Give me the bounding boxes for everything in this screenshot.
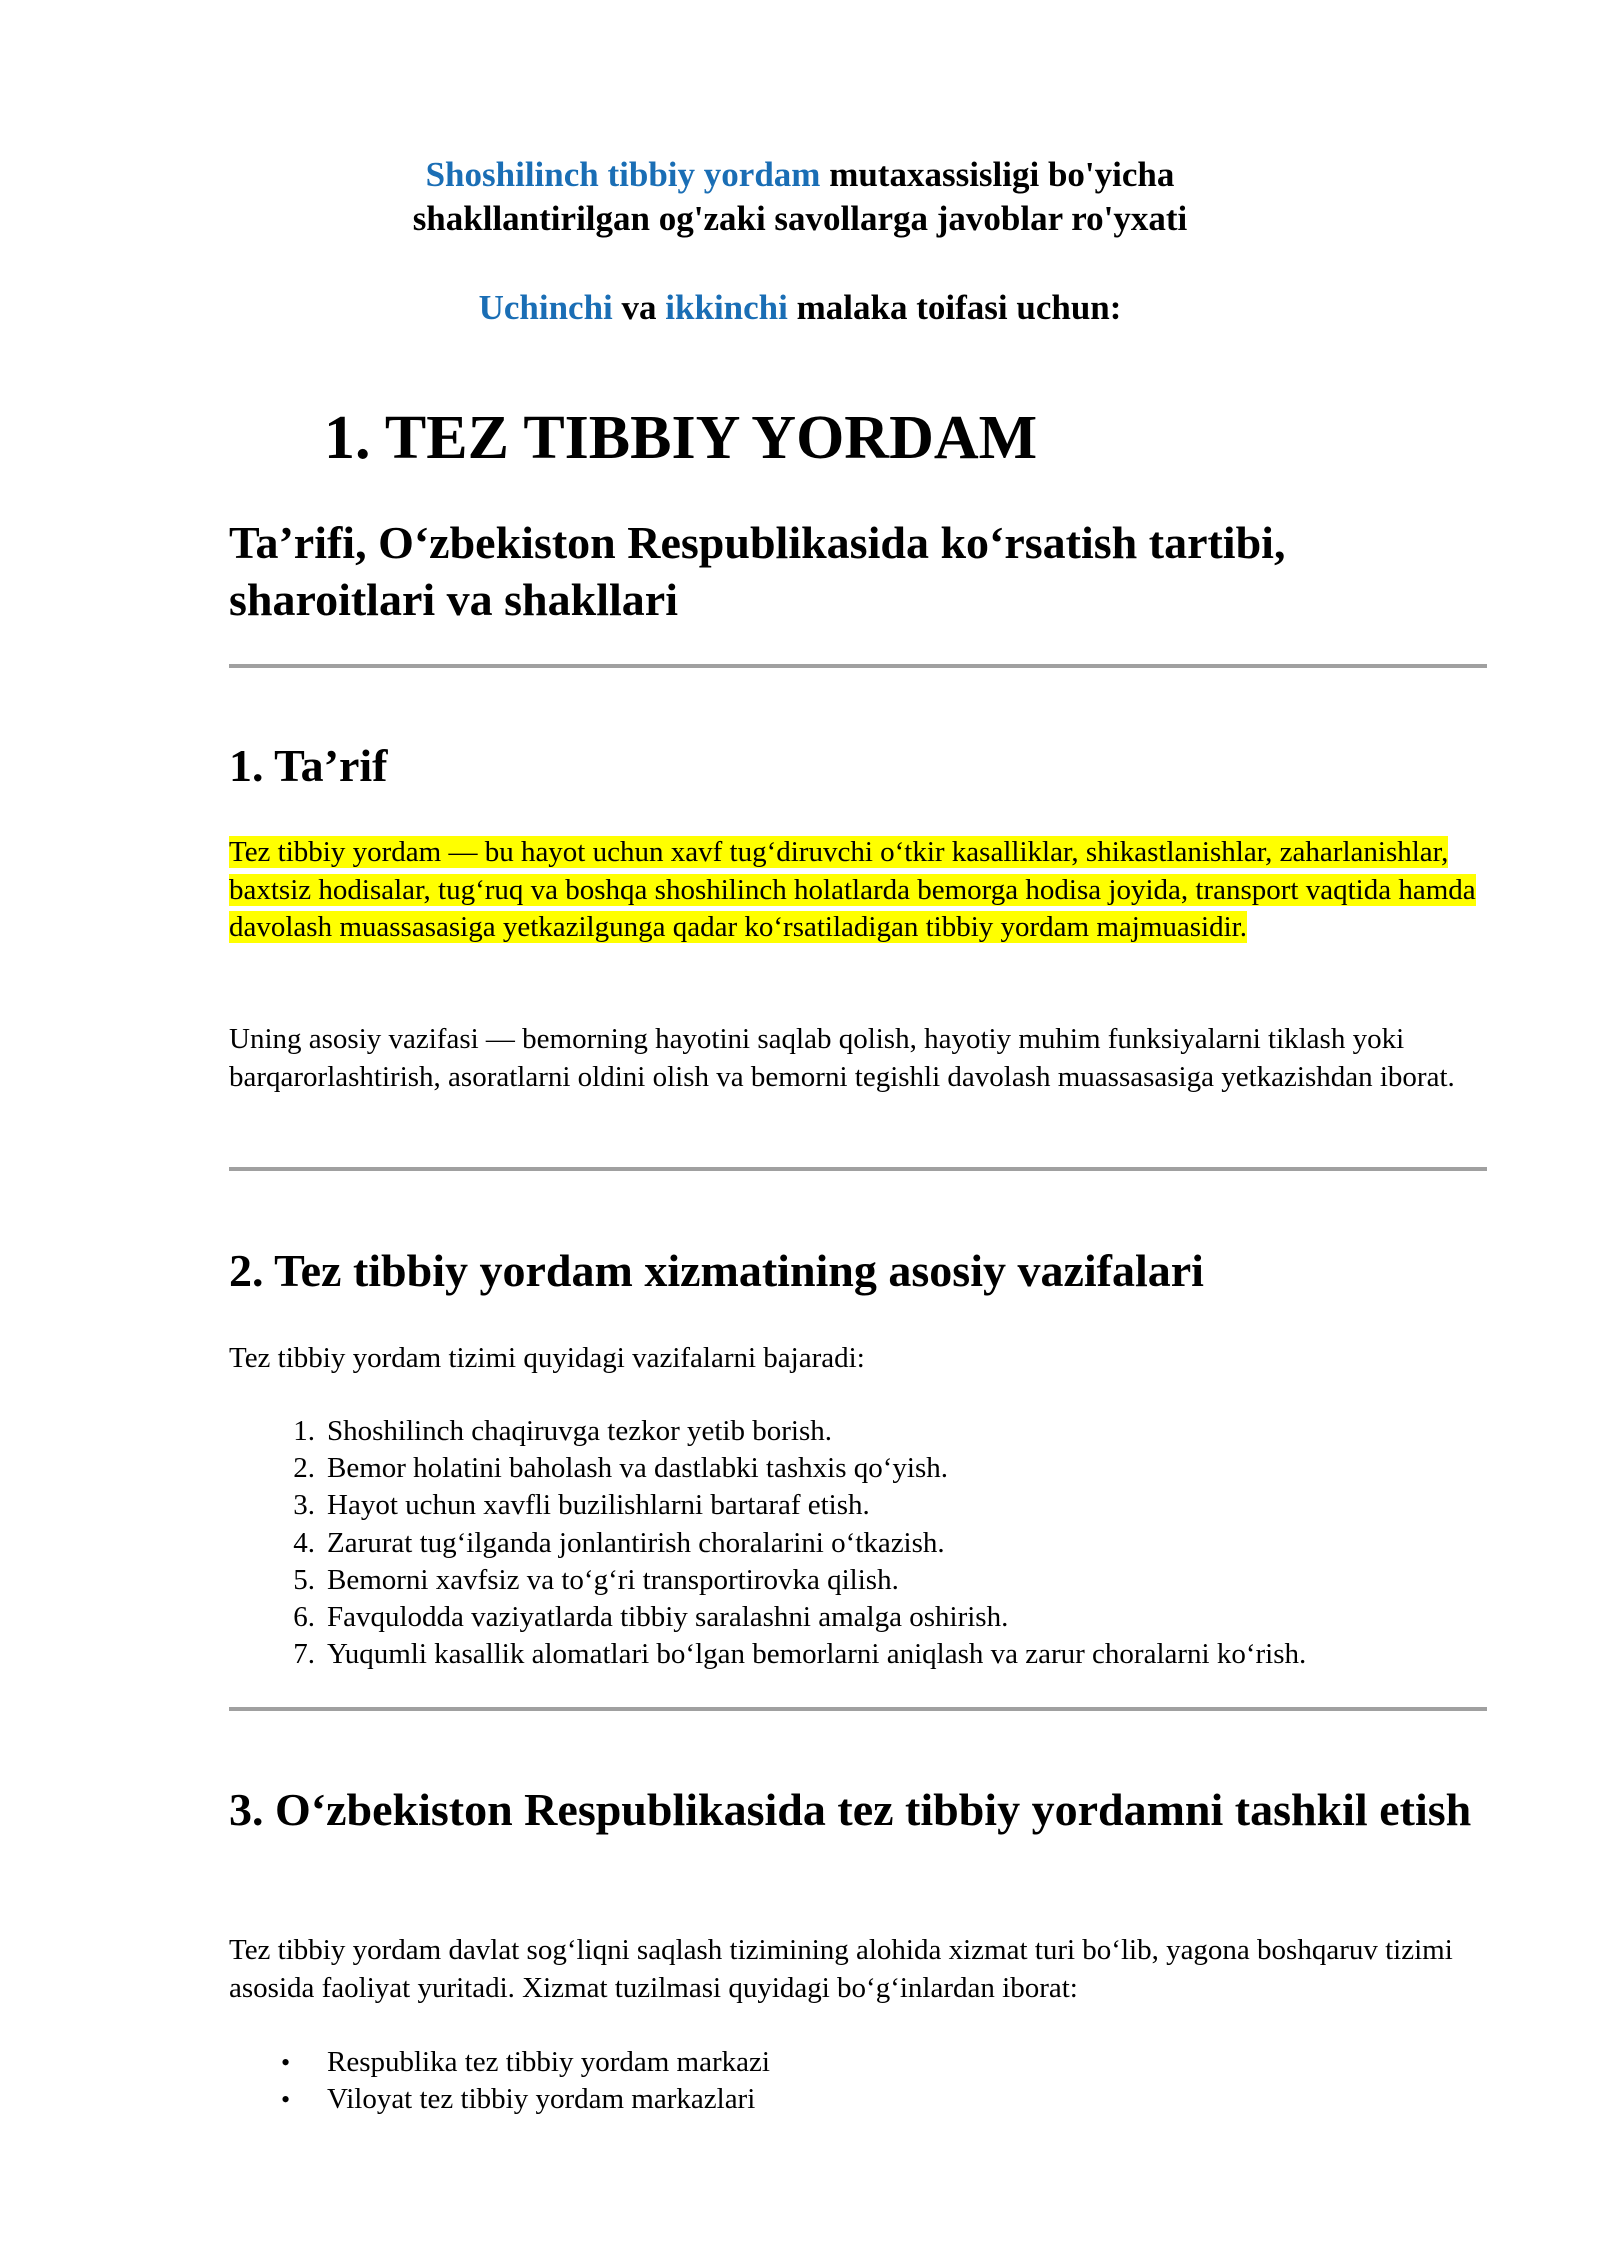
list-item	[229, 1487, 1489, 1524]
list-item-text: Yuqumli kasallik alomatlari bo‘lgan bemorlarni aniqlash va zarur choralarni ko‘rish.	[327, 1638, 1307, 1671]
list-item-text: Respublika tez tibbiy yordam markazi	[327, 2046, 770, 2078]
list-item-number: 1.	[293, 1415, 315, 1447]
list-item-text: Bemor holatini baholash va dastlabki tashxis qo‘yish.	[327, 1452, 948, 1485]
header-accent-specialty: Shoshilinch tibbiy yordam	[425, 155, 821, 194]
header-line-3-mid: va	[612, 288, 666, 327]
header-line-1-rest: mutaxassisligi bo'yicha	[820, 155, 1175, 194]
list-item-number: 5.	[293, 1563, 315, 1596]
divider	[229, 1167, 1487, 1171]
list-item-number: 7.	[293, 1638, 315, 1671]
list-item-text: Zarurat tug‘ilganda jonlantirish choralarini o‘tkazish.	[327, 1526, 945, 1559]
list-item	[229, 1562, 1489, 1599]
list-item-text: Bemorni xavfsiz va to‘g‘ri transportirovka qilish.	[327, 1563, 899, 1596]
list-item	[229, 2044, 1489, 2081]
list-item	[229, 1525, 1489, 1562]
list-item	[229, 1413, 1489, 1450]
highlighted-definition: Tez tibbiy yordam — bu hayot uchun xavf tug‘diruvchi o‘tkir kasalliklar, shikastlanishlar, zaharlanishlar, baxtsiz hodisalar, tug‘ruq va boshqa shoshilinch holatlarda bemorga hodisa joyida, transport vaqtida hamda davolash muassasasiga yetkazilgunga qadar ko‘rsatiladigan tibbiy yordam majmuasidir.	[229, 836, 1476, 943]
bullet-icon: •	[281, 2085, 291, 2115]
header-line-3-rest: malaka toifasi uchun:	[787, 288, 1122, 327]
section-1-paragraph: Uning asosiy vazifasi — bemorning hayotini saqlab qolish, hayotiy muhim funksiyalarni tiklash yoki barqarorlashtirish, asoratlarni oldini olish va bemorni tegishli davolash muassasasiga yetkazishdan iborat.	[229, 1023, 1455, 1093]
list-item-number: 3.	[293, 1489, 315, 1522]
list-item-text: Favqulodda vaziyatlarda tibbiy saralashni amalga oshirish.	[327, 1601, 1009, 1634]
header-accent-second: ikkinchi	[665, 288, 788, 327]
section-1-title: 1. Ta’rif	[229, 740, 388, 791]
list-item-text: Shoshilinch chaqiruvga tezkor yetib borish.	[327, 1415, 832, 1447]
divider	[229, 1707, 1487, 1711]
list-item	[229, 2081, 1489, 2118]
header-accent-third: Uchinchi	[478, 288, 613, 327]
section-1-definition	[229, 834, 1489, 947]
main-title: 1. TEZ TIBBIY YORDAM	[324, 404, 1038, 472]
list-item	[229, 1636, 1489, 1673]
list-item-number: 2.	[293, 1452, 315, 1485]
list-item	[229, 1450, 1489, 1487]
divider	[229, 664, 1487, 668]
section-3-structure-list	[229, 2044, 1489, 2118]
list-item-text: Hayot uchun xavfli buzilishlarni bartaraf etish.	[327, 1489, 870, 1522]
list-item-number: 6.	[293, 1601, 315, 1634]
header-line-3	[0, 286, 1600, 330]
section-2-intro: Tez tibbiy yordam tizimi quyidagi vazifalarni bajaradi:	[229, 1342, 865, 1374]
section-3-paragraph: Tez tibbiy yordam davlat sog‘liqni saqlash tizimining alohida xizmat turi bo‘lib, yagona boshqaruv tizimi asosida faoliyat yuritadi. Xizmat tuzilmasi quyidagi bo‘g‘inlardan iborat:	[229, 1934, 1453, 2004]
header-line-1	[0, 153, 1600, 197]
section-2-title: 2. Tez tibbiy yordam xizmatining asosiy vazifalari	[229, 1245, 1204, 1296]
list-item-text: Viloyat tez tibbiy yordam markazlari	[327, 2083, 756, 2116]
list-item	[229, 1599, 1489, 1636]
section-2-task-list	[229, 1413, 1489, 1673]
subtitle: Ta’rifi, O‘zbekiston Respublikasida ko‘rsatish tartibi, sharoitlari va shakllari	[229, 517, 1286, 625]
header-line-2: shakllantirilgan og'zaki savollarga javoblar ro'yxati	[412, 199, 1188, 238]
bullet-icon: •	[281, 2048, 291, 2077]
section-3-title: 3. O‘zbekiston Respublikasida tez tibbiy yordamni tashkil etish	[229, 1784, 1472, 1835]
list-item-number: 4.	[293, 1526, 315, 1559]
